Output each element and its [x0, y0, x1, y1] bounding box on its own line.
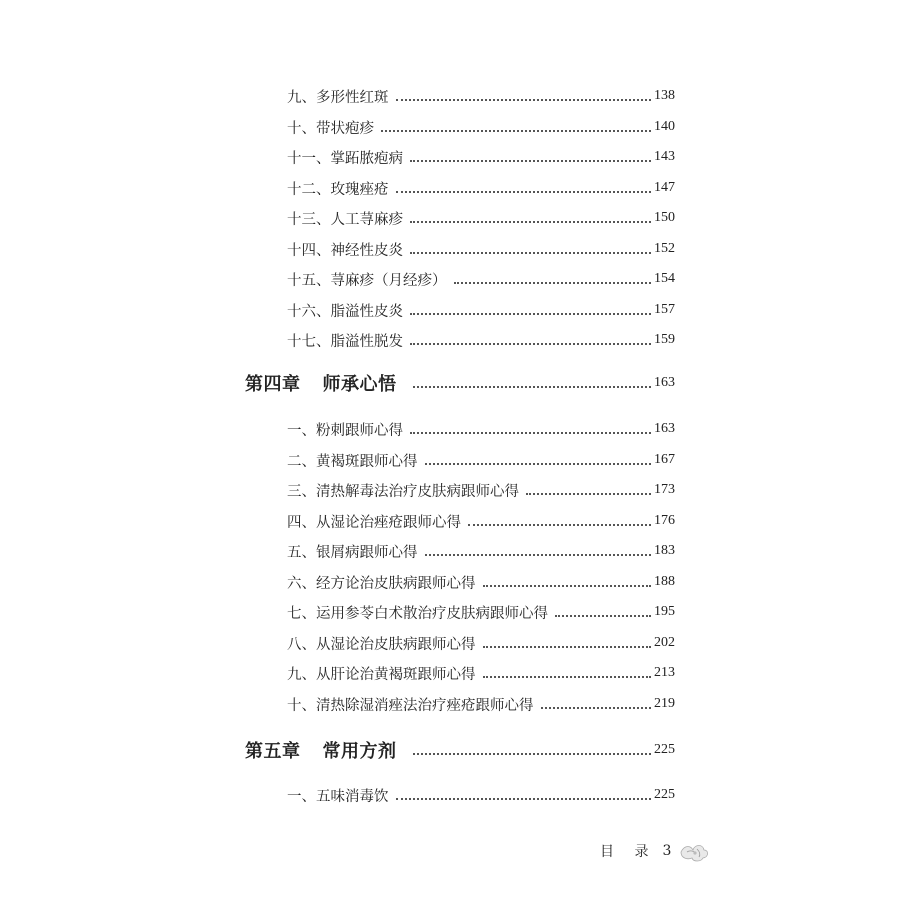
- toc-entry[interactable]: [287, 416, 675, 442]
- toc-entry[interactable]: [287, 144, 675, 170]
- chapter-title: [245, 737, 401, 763]
- toc-entry[interactable]: [287, 691, 675, 717]
- toc-entry-page: 202: [654, 635, 675, 650]
- toc-entry[interactable]: [287, 569, 675, 595]
- dot-leader: [396, 190, 652, 193]
- dot-leader: [425, 553, 652, 556]
- toc-entry-title: 十、清热除湿消痤法治疗痤疮跟师心得: [287, 697, 534, 714]
- chapter-title: [245, 370, 401, 396]
- toc-entry-page: 213: [654, 665, 675, 680]
- toc-entry-title: 三、清热解毒法治疗皮肤病跟师心得: [287, 483, 519, 500]
- decorative-flower-icon: [677, 838, 711, 864]
- dot-leader: [410, 312, 651, 315]
- dot-leader: [541, 706, 652, 709]
- toc-entry[interactable]: [287, 447, 675, 473]
- dot-leader: [396, 797, 652, 800]
- toc-entry[interactable]: [287, 327, 675, 353]
- dot-leader: [454, 281, 652, 284]
- toc-entry-title: 八、从湿论治皮肤病跟师心得: [287, 636, 476, 653]
- toc-entry-page: 225: [654, 787, 675, 802]
- toc-entry-page: 138: [654, 88, 675, 103]
- toc-entry[interactable]: [287, 630, 675, 656]
- dot-leader: [425, 462, 652, 465]
- footer-page-number: 3: [662, 843, 672, 859]
- dot-leader: [410, 159, 651, 162]
- toc-entry-page: 176: [654, 513, 675, 528]
- toc-entry-page: 188: [654, 574, 675, 589]
- dot-leader: [410, 431, 651, 434]
- chapter-number: 第五章: [245, 741, 301, 762]
- dot-leader: [483, 584, 652, 587]
- dot-leader: [410, 251, 651, 254]
- toc-entry-title: 五、银屑病跟师心得: [287, 544, 418, 561]
- chapter-number: 第四章: [245, 374, 301, 395]
- chapter-name: 常用方剂: [322, 741, 397, 762]
- toc-entry-page: 167: [654, 452, 675, 467]
- toc-entry-page: 147: [654, 180, 675, 195]
- toc-entry-title: 四、从湿论治痤疮跟师心得: [287, 514, 461, 531]
- toc-entry-page: 163: [654, 421, 675, 436]
- toc-entry[interactable]: [287, 660, 675, 686]
- toc-entry-title: 十一、掌跖脓疱病: [287, 150, 403, 167]
- dot-leader: [468, 523, 651, 526]
- toc-entry-title: 二、黄褐斑跟师心得: [287, 453, 418, 470]
- toc-entry[interactable]: [287, 266, 675, 292]
- toc-entry[interactable]: [287, 538, 675, 564]
- toc-entry-title: 十五、荨麻疹（月经疹）: [287, 272, 447, 289]
- toc-entry-title: 十七、脂溢性脱发: [287, 333, 403, 350]
- toc-entry-title: 七、运用参苓白术散治疗皮肤病跟师心得: [287, 605, 548, 622]
- toc-entry-page: 143: [654, 149, 675, 164]
- toc-entry-page: 195: [654, 604, 675, 619]
- toc-entry-title: 十、带状疱疹: [287, 120, 374, 137]
- chapter-name: 师承心悟: [322, 374, 397, 395]
- dot-leader: [413, 752, 652, 755]
- toc-entry-page: 140: [654, 119, 675, 134]
- toc-entry-page: 150: [654, 210, 675, 225]
- chapter-heading[interactable]: [245, 370, 675, 396]
- dot-leader: [555, 614, 651, 617]
- toc-entry-title: 十六、脂溢性皮炎: [287, 303, 403, 320]
- toc-entry-page: 183: [654, 543, 675, 558]
- toc-entry-title: 一、五味消毒饮: [287, 788, 389, 805]
- toc-entry-page: 219: [654, 696, 675, 711]
- chapter-page: 163: [654, 375, 675, 390]
- toc-entry[interactable]: [287, 477, 675, 503]
- dot-leader: [410, 342, 651, 345]
- toc-entry-page: 157: [654, 302, 675, 317]
- toc-entry-title: 六、经方论治皮肤病跟师心得: [287, 575, 476, 592]
- toc-entry[interactable]: [287, 236, 675, 262]
- dot-leader: [410, 220, 651, 223]
- toc-entry[interactable]: [287, 175, 675, 201]
- dot-leader: [413, 385, 652, 388]
- dot-leader: [381, 129, 651, 132]
- toc-entry[interactable]: [287, 114, 675, 140]
- toc-entry-title: 十四、神经性皮炎: [287, 242, 403, 259]
- toc-entry-title: 九、多形性红斑: [287, 89, 389, 106]
- toc-entry[interactable]: [287, 508, 675, 534]
- footer-section-label: 目 录: [600, 844, 657, 860]
- dot-leader: [483, 645, 652, 648]
- chapter-heading[interactable]: [245, 737, 675, 763]
- dot-leader: [483, 675, 652, 678]
- toc-entry[interactable]: [287, 782, 675, 808]
- chapter-page: 225: [654, 742, 675, 757]
- toc-entry-page: 152: [654, 241, 675, 256]
- toc-entry-title: 十二、玫瑰痤疮: [287, 181, 389, 198]
- toc-entry[interactable]: [287, 297, 675, 323]
- toc-entry[interactable]: [287, 599, 675, 625]
- toc-entry-title: 一、粉刺跟师心得: [287, 422, 403, 439]
- toc-entry-page: 173: [654, 482, 675, 497]
- dot-leader: [396, 98, 652, 101]
- page-footer: [600, 838, 711, 864]
- toc-entry-title: 十三、人工荨麻疹: [287, 211, 403, 228]
- toc-entry-title: 九、从肝论治黄褐斑跟师心得: [287, 666, 476, 683]
- toc-entry[interactable]: [287, 83, 675, 109]
- dot-leader: [526, 492, 651, 495]
- toc-entry-page: 159: [654, 332, 675, 347]
- toc-entry[interactable]: [287, 205, 675, 231]
- toc-entry-page: 154: [654, 271, 675, 286]
